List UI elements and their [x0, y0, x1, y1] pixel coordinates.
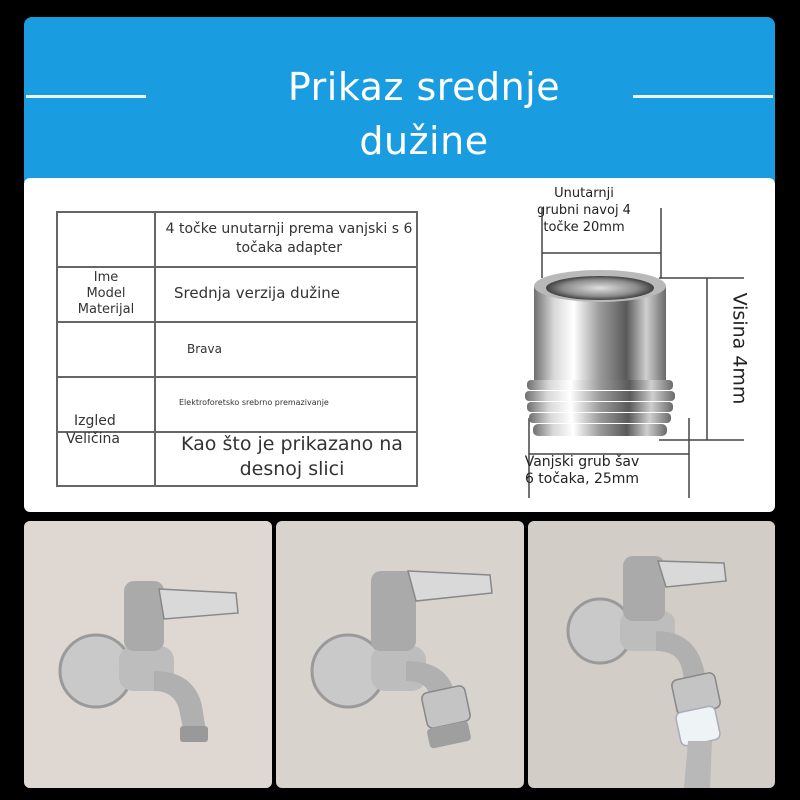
banner-divider-right [633, 95, 773, 98]
title-banner [24, 17, 775, 182]
model-value: Srednja verzija dužine [174, 284, 340, 302]
page-title: Prikaz srednje dužine [287, 65, 561, 163]
faucet-with-adapter-image [276, 521, 524, 788]
banner-divider-left [26, 95, 146, 98]
labels-appearance-size: Izgled Veličina [66, 413, 120, 447]
bottom-dimension-label: Vanjski grub šav 6 točaka, 25mm [524, 454, 640, 487]
photo-faucet-with-hose [528, 521, 775, 788]
spec-panel [24, 178, 775, 512]
photo-faucet-with-adapter [276, 521, 524, 788]
finish-value: Elektroforetsko srebrno premazivanje [179, 398, 329, 407]
material-value: Brava [187, 342, 222, 356]
faucet-with-hose-image [528, 521, 775, 788]
photo-faucet-plain [24, 521, 272, 788]
faucet-plain-image [24, 521, 272, 788]
top-dimension-label: Unutarnji grubni navoj 4 točke 20mm [537, 186, 631, 235]
size-value: Kao što je prikazano na desnoj slici [181, 433, 403, 480]
height-dimension-label: Visina 4mm [728, 292, 751, 405]
adapter-description: 4 točke unutarnji prema vanjski s 6 točaka adapter [165, 221, 413, 256]
labels-name-model-material: Ime Model Materijal [77, 270, 135, 317]
